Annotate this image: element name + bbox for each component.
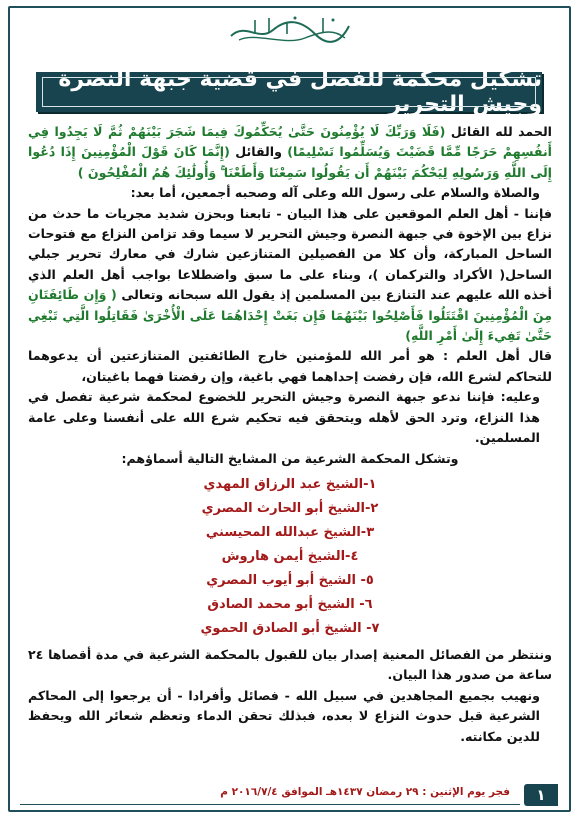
document-title: تشكيل محكمة للفصل في قضية جبهة النصرة وجيش التحرير <box>36 72 542 112</box>
intro-text-b: والقائل <box>235 144 282 160</box>
court-members-heading: وتشكل المحكمة الشرعية من المشايخ التالية أسماؤهم: <box>121 450 459 466</box>
appeal-paragraph: ونهيب بجميع المجاهدين في سبيل الله - فصائل وأفرادا - أن يرجعوا إلى المحاكم الشرعية قبل حدوث النزاع لا بعده، فبذلك تحقن الدماء وتعظم شعائر الله ويحفظ للدين مكانته. <box>28 687 540 744</box>
list-item: ٧- الشيخ أبو الصادق الحموي <box>200 620 380 636</box>
list-item: ٥- الشيخ أبو أيوب المصري <box>206 572 374 588</box>
deadline-paragraph: وننتظر من الفصائل المعنية إصدار بيان للقبول بالمحكمة الشرعية في مدة أقصاها ٢٤ ساعة من صدور هذا البيان. <box>28 646 552 683</box>
list-item: ٢-الشيخ أبو الحارث المصري <box>201 500 379 516</box>
intro-paragraph <box>28 122 552 183</box>
page-number: ١ <box>524 784 558 806</box>
quran-verse-1: (فَلَا وَرَبِّكَ لَا يُؤْمِنُونَ حَتَّىٰ يُحَكِّمُوكَ فِيمَا شَجَرَ بَيْنَهُمْ ثُمَّ لَا يَجِدُوا فِي أَنفُسِهِمْ حَرَجًا مِّمَّا قَضَيْتَ وَيُسَلِّمُوا تَسْلِيمًا) <box>28 124 552 160</box>
document-body <box>28 122 552 747</box>
salutation-paragraph: والصلاة والسلام على رسول الله وعلى آله وصحبه أجمعين، أما بعد: <box>130 185 540 201</box>
quran-verse-2: (إِنَّمَا كَانَ قَوْلَ الْمُؤْمِنِينَ إِذَا دُعُوا إِلَى اللَّهِ وَرَسُولِهِ لِيَحْكُمَ بَيْنَهُمْ أَن يَقُولُوا سَمِعْنَا وَأَطَعْنَا ۚ وَأُولَٰئِكَ هُمُ الْمُفْلِحُونَ ) <box>28 144 552 180</box>
court-members-list <box>28 473 552 641</box>
main-text: فإننا - أهل العلم الموقعين على هذا البيان - تابعنا وبحزن شديد مجريات ما حدث من نزاع بين الإخوة في جبهة النصرة وجيش التحرير لا سيما وقد تزامن النزاع مع فتوحات الساحل المباركة، وأن كلا من الفصيلين المتنازعين شارك في معارك تحرير جبلي الساحل( الأكراد والتركمان )، وبناء على ما سبق واضطلاعا بواجب أهل العلم الذي أخذه الله عليهم عند التنازع بين المسلمين إذ يقول الله سبحانه وتعالى <box>28 205 552 303</box>
basmala-logo <box>225 12 355 48</box>
call-paragraph: وعليه: فإننا ندعو جبهة النصرة وجيش التحرير للخضوع لمحكمة شرعية تفصل في هذا النزاع، وترد الحق لأهله ويتحقق فيه تحكيم شرع الله على أنفسنا وعلى عامة المسلمين. <box>28 389 540 446</box>
footer-divider <box>20 804 520 805</box>
list-item: ٦- الشيخ أبو محمد الصادق <box>207 596 373 612</box>
list-item: ٤-الشيخ أيمن هاروش <box>221 548 359 564</box>
footer-date: فجر يوم الإثنين : ٢٩ رمضان ١٤٣٧هـ الموافق ٢٠١٦/٧/٤ م <box>220 786 510 798</box>
list-item: ٣-الشيخ عبدالله المحيسني <box>205 524 375 540</box>
quran-verse-3: ( وَإِن طَائِفَتَانِ مِنَ الْمُؤْمِنِينَ اقْتَتَلُوا فَأَصْلِحُوا بَيْنَهُمَا فَإِن بَغَتْ إِحْدَاهُمَا عَلَى الْأُخْرَىٰ فَقَاتِلُوا الَّتِي تَبْغِي حَتَّىٰ تَفِيءَ إِلَىٰ أَمْرِ اللَّهِ) <box>28 287 552 344</box>
scholars-paragraph: قال أهل العلم : هو أمر الله للمؤمنين خارج الطائفتين المتنازعتين أن يدعوهما للتحاكم لشرع الله، فإن رفضت إحداهما فهي باغية، وإن رفضتا فهما باغيتان، <box>28 348 552 384</box>
intro-text-a: الحمد لله القائل <box>450 124 552 139</box>
basmala-calligraphy <box>0 10 579 50</box>
list-item: ١-الشيخ عبد الرزاق المهدي <box>203 476 377 492</box>
main-paragraph <box>28 204 552 347</box>
